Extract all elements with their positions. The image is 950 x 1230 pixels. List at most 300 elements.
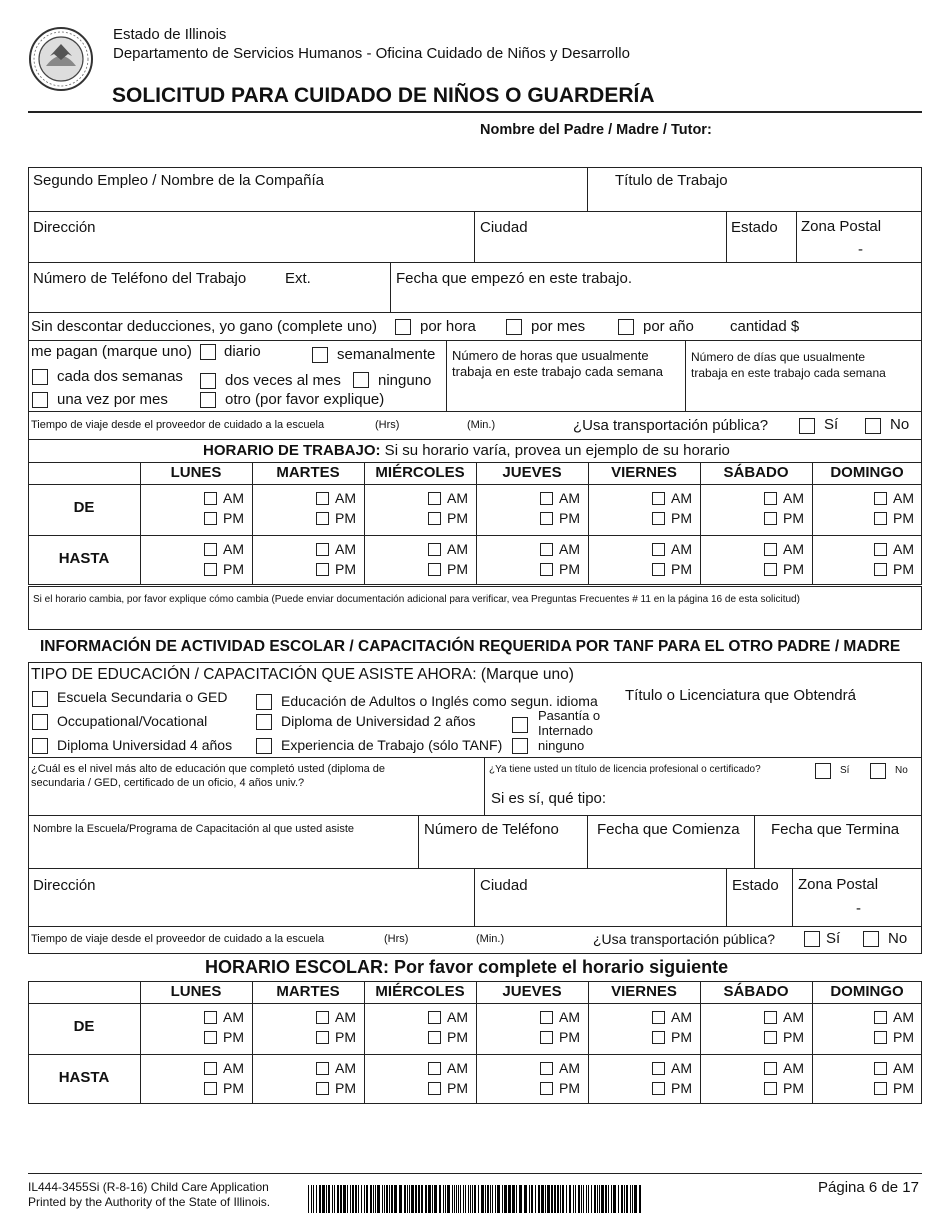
page-number: Página 6 de 17 <box>818 1179 919 1196</box>
work-pm-checkbox[interactable] <box>540 563 553 576</box>
work-am-checkbox[interactable] <box>764 492 777 505</box>
barcode-bar <box>415 1185 417 1213</box>
school-pm-checkbox[interactable] <box>652 1031 665 1044</box>
adult-ed-label: Educación de Adultos o Inglés como segun. idioma <box>281 693 598 709</box>
work-am-label: AM <box>223 490 244 506</box>
school-transport-no-checkbox[interactable] <box>863 931 879 947</box>
city-label: Ciudad <box>480 219 528 236</box>
work-travel-hrs: (Hrs) <box>375 419 400 431</box>
barcode-bar <box>583 1185 584 1213</box>
work-pm-label: PM <box>559 510 580 526</box>
school-pm-checkbox[interactable] <box>540 1082 553 1095</box>
school-am-label: AM <box>559 1060 580 1076</box>
per-hour-label: por hora <box>420 318 476 335</box>
barcode-bar <box>389 1185 390 1213</box>
work-am-label: AM <box>447 490 468 506</box>
school-am-checkbox[interactable] <box>764 1062 777 1075</box>
barcode-bar <box>538 1185 540 1213</box>
work-day-header: LUNES <box>170 464 222 481</box>
license-no-label: No <box>895 765 908 776</box>
univ2-checkbox[interactable] <box>256 714 272 730</box>
work-pm-label: PM <box>893 561 914 577</box>
school-pm-checkbox[interactable] <box>428 1031 441 1044</box>
biweekly-checkbox[interactable] <box>32 369 48 385</box>
school-am-checkbox[interactable] <box>428 1011 441 1024</box>
school-pm-checkbox[interactable] <box>316 1031 329 1044</box>
barcode-bar <box>328 1185 330 1213</box>
work-am-label: AM <box>559 541 580 557</box>
school-am-label: AM <box>335 1009 356 1025</box>
work-pm-label: PM <box>559 561 580 577</box>
barcode-bar <box>445 1185 446 1213</box>
barcode-bar <box>630 1185 631 1213</box>
second-job-label: Segundo Empleo / Nombre de la Compañía <box>33 172 325 189</box>
work-pm-checkbox[interactable] <box>764 563 777 576</box>
school-pm-checkbox[interactable] <box>316 1082 329 1095</box>
school-pm-label: PM <box>671 1080 692 1096</box>
barcode-bar <box>613 1185 616 1213</box>
school-transport-yes-label: Sí <box>826 930 841 947</box>
barcode-bar <box>326 1185 327 1213</box>
adult-ed-checkbox[interactable] <box>256 694 272 710</box>
barcode-bar <box>432 1185 433 1213</box>
work-am-checkbox[interactable] <box>428 543 441 556</box>
barcode-bar <box>474 1185 476 1213</box>
work-transport-yes-checkbox[interactable] <box>799 418 815 434</box>
barcode-bar <box>407 1185 408 1213</box>
school-pm-label: PM <box>447 1029 468 1045</box>
barcode-bar <box>468 1185 469 1213</box>
barcode-bar <box>519 1185 522 1213</box>
barcode-bar <box>492 1185 493 1213</box>
barcode-bar <box>485 1185 486 1213</box>
address-label: Dirección <box>33 219 96 236</box>
barcode-bar <box>512 1185 515 1213</box>
school-phone-label: Número de Teléfono <box>424 821 559 838</box>
barcode-bar <box>394 1185 397 1213</box>
barcode-bar <box>599 1185 600 1213</box>
school-am-checkbox[interactable] <box>652 1011 665 1024</box>
barcode-bar <box>508 1185 511 1213</box>
barcode-bar <box>573 1185 574 1213</box>
school-pm-label: PM <box>559 1080 580 1096</box>
once-month-checkbox[interactable] <box>32 392 48 408</box>
twice-month-label: dos veces al mes <box>225 372 341 389</box>
work-am-checkbox[interactable] <box>316 543 329 556</box>
barcode-bar <box>421 1185 423 1213</box>
school-am-checkbox[interactable] <box>428 1062 441 1075</box>
barcode-bar <box>319 1185 321 1213</box>
school-am-checkbox[interactable] <box>540 1011 553 1024</box>
school-pm-checkbox[interactable] <box>764 1031 777 1044</box>
work-pm-checkbox[interactable] <box>764 512 777 525</box>
barcode-bar <box>352 1185 354 1213</box>
barcode-bar <box>626 1185 628 1213</box>
barcode-bar <box>481 1185 484 1213</box>
barcode-bar <box>332 1185 333 1213</box>
zip-dash: - <box>858 241 863 258</box>
school-pm-checkbox[interactable] <box>204 1031 217 1044</box>
work-pm-checkbox[interactable] <box>204 563 217 576</box>
schedule-change-note: Si el horario cambia, por favor explique cómo cambia (Puede enviar documentación adicional para verificar, vea Preguntas Frecuentes # 11 en la página 16 de esta solicitud) <box>33 594 800 605</box>
page-title: SOLICITUD PARA CUIDADO DE NIÑOS O GUARDERÍA <box>112 84 655 107</box>
barcode-bar <box>608 1185 609 1213</box>
biweekly-label: cada dos semanas <box>57 368 183 385</box>
school-address-label: Dirección <box>33 877 96 894</box>
barcode-bar <box>384 1185 385 1213</box>
school-am-label: AM <box>559 1009 580 1025</box>
other-pay-checkbox[interactable] <box>200 392 216 408</box>
work-day-header: JUEVES <box>502 464 562 481</box>
barcode-bar <box>569 1185 571 1213</box>
license-yes-checkbox[interactable] <box>815 763 831 779</box>
univ4-label: Diploma Universidad 4 años <box>57 737 233 753</box>
work-transport-no-checkbox[interactable] <box>865 418 881 434</box>
form-id: IL444-3455Si (R-8-16) Child Care Application <box>28 1180 269 1194</box>
barcode-bar <box>497 1185 500 1213</box>
school-row-label: HASTA <box>58 1069 110 1086</box>
work-pm-label: PM <box>671 561 692 577</box>
days-per-week-label: Número de días que usualmente trabaja en este trabajo cada semana <box>691 350 886 380</box>
barcode-bar <box>404 1185 406 1213</box>
work-pm-checkbox[interactable] <box>204 512 217 525</box>
school-name-label: Nombre la Escuela/Programa de Capacitación al que usted asiste <box>33 823 355 835</box>
work-exp-label: Experiencia de Trabajo (sólo TANF) <box>281 737 503 753</box>
barcode-bar <box>425 1185 427 1213</box>
school-pm-label: PM <box>671 1029 692 1045</box>
per-month-checkbox[interactable] <box>506 319 522 335</box>
barcode-bar <box>478 1185 479 1213</box>
barcode-bar <box>460 1185 461 1213</box>
twice-month-checkbox[interactable] <box>200 373 216 389</box>
work-pm-checkbox[interactable] <box>428 563 441 576</box>
school-am-checkbox[interactable] <box>874 1011 887 1024</box>
school-day-header: VIERNES <box>611 983 677 1000</box>
work-pm-label: PM <box>447 561 468 577</box>
school-am-label: AM <box>447 1060 468 1076</box>
work-day-header: DOMINGO <box>830 464 904 481</box>
school-pm-checkbox[interactable] <box>764 1082 777 1095</box>
parent-name-label: Nombre del Padre / Madre / Tutor: <box>480 122 712 138</box>
work-pm-label: PM <box>783 561 804 577</box>
per-year-checkbox[interactable] <box>618 319 634 335</box>
printed-by: Printed by the Authority of the State of Illinois. <box>28 1195 271 1209</box>
barcode-bar <box>311 1185 312 1213</box>
barcode-bar <box>340 1185 342 1213</box>
barcode-bar <box>551 1185 553 1213</box>
barcode-bar <box>454 1185 455 1213</box>
state-label: Estado <box>731 219 778 236</box>
daily-label: diario <box>224 343 261 360</box>
work-day-header: MARTES <box>276 464 340 481</box>
work-day-header: VIERNES <box>611 464 677 481</box>
weekly-checkbox[interactable] <box>312 347 328 363</box>
earnings-label: Sin descontar deducciones, yo gano (complete uno) <box>31 318 378 335</box>
work-am-checkbox[interactable] <box>540 492 553 505</box>
barcode-bar <box>504 1185 507 1213</box>
school-pm-label: PM <box>335 1080 356 1096</box>
barcode-bar <box>382 1185 383 1213</box>
school-travel-min: (Min.) <box>476 933 505 945</box>
work-pm-checkbox[interactable] <box>874 563 887 576</box>
work-pm-checkbox[interactable] <box>316 563 329 576</box>
work-am-checkbox[interactable] <box>204 543 217 556</box>
school-am-label: AM <box>893 1009 914 1025</box>
work-pm-label: PM <box>335 510 356 526</box>
barcode-bar <box>495 1185 496 1213</box>
work-pm-label: PM <box>223 561 244 577</box>
school-state-label: Estado <box>732 877 779 894</box>
barcode-bar <box>470 1185 471 1213</box>
school-travel-label: Tiempo de viaje desde el proveedor de cuidado a la escuela <box>31 933 325 945</box>
school-schedule-title: HORARIO ESCOLAR: Por favor complete el horario siguiente <box>205 957 729 977</box>
none-pay-checkbox[interactable] <box>353 372 369 388</box>
daily-checkbox[interactable] <box>200 344 216 360</box>
barcode-bar <box>434 1185 437 1213</box>
barcode-bar <box>586 1185 587 1213</box>
per-year-label: por año <box>643 318 694 335</box>
barcode-bar <box>465 1185 466 1213</box>
barcode-bar <box>452 1185 453 1213</box>
per-month-label: por mes <box>531 318 586 335</box>
school-day-header: MIÉRCOLES <box>375 983 465 1000</box>
barcode-bar <box>358 1185 359 1213</box>
work-pm-checkbox[interactable] <box>874 512 887 525</box>
internship-checkbox[interactable] <box>512 717 528 733</box>
work-am-label: AM <box>559 490 580 506</box>
school-am-label: AM <box>335 1060 356 1076</box>
school-pm-label: PM <box>447 1080 468 1096</box>
barcode-bar <box>458 1185 459 1213</box>
school-day-header: DOMINGO <box>830 983 904 1000</box>
work-am-checkbox[interactable] <box>874 543 887 556</box>
work-am-checkbox[interactable] <box>316 492 329 505</box>
work-pm-label: PM <box>335 561 356 577</box>
high-school-label: Escuela Secundaria o GED <box>57 689 228 705</box>
school-am-checkbox[interactable] <box>204 1062 217 1075</box>
work-phone-label: Número de Teléfono del Trabajo <box>33 270 247 287</box>
barcode-bar <box>350 1185 351 1213</box>
work-am-checkbox[interactable] <box>428 492 441 505</box>
barcode-bar <box>347 1185 348 1213</box>
school-pm-label: PM <box>559 1029 580 1045</box>
barcode-bar <box>524 1185 527 1213</box>
work-am-label: AM <box>223 541 244 557</box>
barcode-bar <box>428 1185 431 1213</box>
barcode-bar <box>375 1185 376 1213</box>
schedule-change-box[interactable] <box>28 586 922 630</box>
once-month-label: una vez por mes <box>57 391 168 408</box>
barcode-bar <box>632 1185 633 1213</box>
school-am-label: AM <box>783 1060 804 1076</box>
work-pm-checkbox[interactable] <box>652 563 665 576</box>
barcode-bar <box>581 1185 582 1213</box>
barcode-bar <box>487 1185 489 1213</box>
barcode-bar <box>361 1185 362 1213</box>
school-pm-checkbox[interactable] <box>540 1031 553 1044</box>
barcode-bar <box>366 1185 368 1213</box>
work-pm-checkbox[interactable] <box>428 512 441 525</box>
school-pm-checkbox[interactable] <box>652 1082 665 1095</box>
school-zip-label: Zona Postal <box>798 876 879 893</box>
work-row-label: HASTA <box>58 550 110 567</box>
none-education-checkbox[interactable] <box>512 738 528 754</box>
per-hour-checkbox[interactable] <box>395 319 411 335</box>
barcode-bar <box>621 1185 623 1213</box>
school-am-label: AM <box>671 1060 692 1076</box>
school-am-checkbox[interactable] <box>764 1011 777 1024</box>
school-am-checkbox[interactable] <box>652 1062 665 1075</box>
barcode-bar <box>443 1185 444 1213</box>
work-transport-no-label: No <box>890 416 910 433</box>
work-day-header: MIÉRCOLES <box>375 464 465 481</box>
barcode <box>308 1185 644 1213</box>
work-pm-label: PM <box>447 510 468 526</box>
work-am-label: AM <box>893 490 914 506</box>
license-yes-label: Sí <box>840 765 850 776</box>
barcode-bar <box>418 1185 420 1213</box>
barcode-bar <box>562 1185 564 1213</box>
barcode-bar <box>575 1185 576 1213</box>
work-pm-checkbox[interactable] <box>540 512 553 525</box>
school-city-label: Ciudad <box>480 877 528 894</box>
work-am-label: AM <box>447 541 468 557</box>
school-transport-yes-checkbox[interactable] <box>804 931 820 947</box>
barcode-bar <box>322 1185 325 1213</box>
barcode-bar <box>531 1185 533 1213</box>
school-pm-checkbox[interactable] <box>874 1082 887 1095</box>
start-date-label: Fecha que empezó en este trabajo. <box>396 270 632 287</box>
barcode-bar <box>377 1185 380 1213</box>
work-schedule-title: HORARIO DE TRABAJO: Si su horario varía, provea un ejemplo de su horario <box>203 442 730 459</box>
barcode-bar <box>490 1185 491 1213</box>
work-exp-checkbox[interactable] <box>256 738 272 754</box>
work-pm-label: PM <box>223 510 244 526</box>
internship-label: Pasantía o Internado <box>538 708 601 738</box>
state-seal <box>28 26 94 92</box>
school-pm-checkbox[interactable] <box>874 1031 887 1044</box>
barcode-bar <box>601 1185 604 1213</box>
work-am-label: AM <box>671 490 692 506</box>
school-transport-label: ¿Usa transportación pública? <box>593 931 776 947</box>
work-am-label: AM <box>783 541 804 557</box>
barcode-bar <box>456 1185 457 1213</box>
barcode-bar <box>370 1185 372 1213</box>
work-am-checkbox[interactable] <box>764 543 777 556</box>
school-am-checkbox[interactable] <box>540 1062 553 1075</box>
school-pm-label: PM <box>783 1029 804 1045</box>
barcode-bar <box>566 1185 567 1213</box>
school-pm-label: PM <box>783 1080 804 1096</box>
barcode-bar <box>547 1185 550 1213</box>
barcode-bar <box>386 1185 388 1213</box>
school-pm-label: PM <box>335 1029 356 1045</box>
barcode-bar <box>545 1185 546 1213</box>
work-am-label: AM <box>335 490 356 506</box>
paid-label: me pagan (marque uno) <box>31 343 192 360</box>
barcode-bar <box>447 1185 450 1213</box>
school-pm-label: PM <box>223 1080 244 1096</box>
barcode-bar <box>516 1185 517 1213</box>
univ4-checkbox[interactable] <box>32 738 48 754</box>
univ2-label: Diploma de Universidad 2 años <box>281 713 476 729</box>
barcode-bar <box>541 1185 544 1213</box>
school-section-title: INFORMACIÓN DE ACTIVIDAD ESCOLAR / CAPACITACIÓN REQUERIDA POR TANF PARA EL OTRO PADRE / MADRE <box>40 638 901 655</box>
school-pm-checkbox[interactable] <box>204 1082 217 1095</box>
barcode-bar <box>439 1185 441 1213</box>
school-am-checkbox[interactable] <box>316 1062 329 1075</box>
work-transport-yes-label: Sí <box>824 416 839 433</box>
barcode-bar <box>618 1185 619 1213</box>
work-pm-checkbox[interactable] <box>652 512 665 525</box>
work-am-checkbox[interactable] <box>874 492 887 505</box>
work-travel-min: (Min.) <box>467 419 496 431</box>
barcode-bar <box>411 1185 414 1213</box>
barcode-bar <box>624 1185 625 1213</box>
school-transport-no-label: No <box>888 930 908 947</box>
license-type-label: Si es sí, qué tipo: <box>491 790 607 807</box>
barcode-bar <box>594 1185 596 1213</box>
barcode-bar <box>409 1185 410 1213</box>
barcode-bar <box>316 1185 317 1213</box>
hours-per-week-label: Número de horas que usualmente trabaja en este trabajo cada semana <box>452 348 664 379</box>
license-no-checkbox[interactable] <box>870 763 886 779</box>
school-pm-label: PM <box>893 1080 914 1096</box>
work-travel-label: Tiempo de viaje desde el proveedor de cuidado a la escuela <box>31 419 325 431</box>
barcode-bar <box>308 1185 309 1213</box>
school-am-checkbox[interactable] <box>874 1062 887 1075</box>
work-pm-checkbox[interactable] <box>316 512 329 525</box>
barcode-bar <box>355 1185 357 1213</box>
highest-education-label: ¿Cuál es el nivel más alto de educación que completó usted (diploma de secundaria / GED, certificado de un oficio, 4 años univ.? <box>31 763 386 789</box>
high-school-checkbox[interactable] <box>32 691 48 707</box>
school-day-header: LUNES <box>170 983 222 1000</box>
weekly-label: semanalmente <box>337 346 436 363</box>
school-start-label: Fecha que Comienza <box>597 821 740 838</box>
barcode-bar <box>337 1185 339 1213</box>
school-pm-label: PM <box>893 1029 914 1045</box>
barcode-bar <box>588 1185 589 1213</box>
amount-label: cantidad $ <box>730 318 800 335</box>
state-name: Estado de Illinois <box>113 26 227 43</box>
education-type-label: TIPO DE EDUCACIÓN / CAPACITACIÓN QUE ASISTE AHORA: (Marque uno) <box>31 666 574 683</box>
school-am-checkbox[interactable] <box>316 1011 329 1024</box>
occupational-checkbox[interactable] <box>32 714 48 730</box>
school-am-checkbox[interactable] <box>204 1011 217 1024</box>
school-travel-hrs: (Hrs) <box>384 933 409 945</box>
barcode-bar <box>591 1185 592 1213</box>
work-am-checkbox[interactable] <box>204 492 217 505</box>
degree-label: Título o Licenciatura que Obtendrá <box>625 687 856 704</box>
barcode-bar <box>472 1185 473 1213</box>
work-am-checkbox[interactable] <box>540 543 553 556</box>
work-am-checkbox[interactable] <box>652 543 665 556</box>
work-am-checkbox[interactable] <box>652 492 665 505</box>
barcode-bar <box>373 1185 374 1213</box>
work-row-label: DE <box>73 499 95 516</box>
barcode-bar <box>554 1185 556 1213</box>
barcode-bar <box>463 1185 464 1213</box>
school-pm-checkbox[interactable] <box>428 1082 441 1095</box>
work-pm-label: PM <box>671 510 692 526</box>
work-pm-label: PM <box>783 510 804 526</box>
other-pay-label: otro (por favor explique) <box>225 391 385 408</box>
school-am-label: AM <box>671 1009 692 1025</box>
barcode-bar <box>343 1185 346 1213</box>
barcode-bar <box>313 1185 314 1213</box>
barcode-bar <box>611 1185 612 1213</box>
license-question: ¿Ya tiene usted un título de licencia profesional o certificado? <box>489 764 761 775</box>
